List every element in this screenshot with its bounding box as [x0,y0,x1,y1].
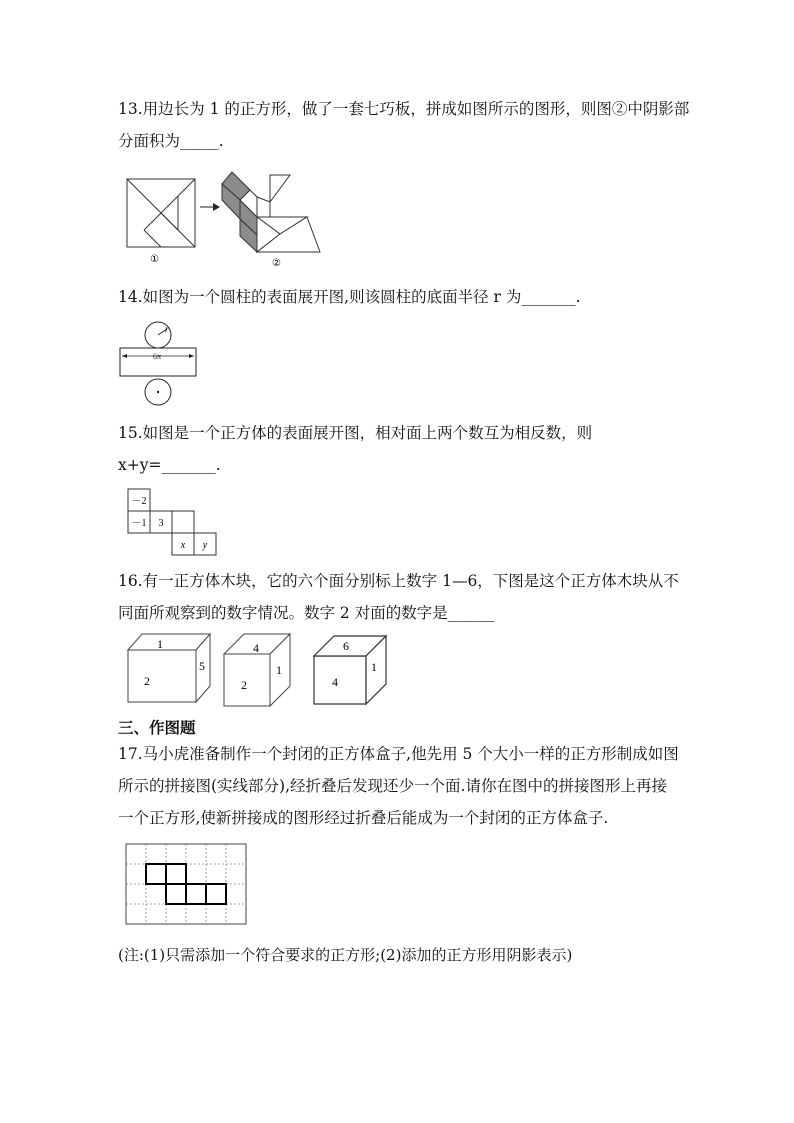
arrow-icon [200,203,220,211]
tangram-shape [222,172,320,252]
cube1-front: 2 [144,674,150,688]
q16-figure [124,628,404,708]
net-squares [146,864,226,904]
q17-text-line2: 所示的拼接图(实线部分),经折叠后发现还少一个面.请你在图中的拼接图形上再接 [118,777,667,795]
cell-neg1: －1 [131,518,147,529]
cell-y: y [202,540,208,551]
cell-neg2: －2 [131,496,147,507]
cube1-right: 5 [199,659,205,673]
radius-label: r [165,324,169,334]
q17-grid-figure[interactable] [124,842,254,932]
q13-text-line1: 13.用边长为 1 的正方形，做了一套七巧板，拼成如图所示的图形，则图②中阴影部 [118,100,690,118]
tangram-square [127,179,195,247]
q17-note: (注:(1)只需添加一个符合要求的正方形;(2)添加的正方形用阴影表示) [118,946,573,964]
cell-3: 3 [158,518,164,529]
q15-text-line2: x+y=_______. [118,456,221,474]
q13-figure [120,170,340,270]
cube3-top: 6 [343,639,349,653]
cube2-front: 2 [241,678,247,692]
cube3-right: 1 [371,660,377,674]
section-heading: 三、作图题 [118,719,196,737]
q17-text-line3: 一个正方形,使新拼接成的图形经过折叠后能成为一个封闭的正方体盒子. [118,809,609,827]
cube3-front: 4 [332,675,338,689]
cube2-right: 1 [276,663,282,677]
q15-text-line1: 15.如图是一个正方体的表面展开图，相对面上两个数互为相反数，则 [118,424,593,442]
length-label: 6π [153,352,162,361]
fig1-label: ① [150,254,159,265]
q16-text-line1: 16.有一正方体木块，它的六个面分别标上数字 1—6，下图是这个正方体木块从不 [118,572,679,590]
q13-text-line2: 分面积为_____. [118,132,224,150]
q15-figure [126,487,236,562]
q14-text-line1: 14.如图为一个圆柱的表面展开图,则该圆柱的底面半径 r 为_______. [118,288,581,306]
fig2-label: ② [272,258,281,269]
cube1-top: 1 [157,637,163,651]
cube2-top: 4 [253,641,259,655]
q17-text-line1: 17.马小虎准备制作一个封闭的正方体盒子,他先用 5 个大小一样的正方形制成如图 [118,745,679,763]
q16-text-line2: 同面所观察到的数字情况。数字 2 对面的数字是______ [118,604,495,622]
cell-x: x [180,540,186,551]
q14-figure [118,320,218,410]
cube-1 [128,634,210,702]
